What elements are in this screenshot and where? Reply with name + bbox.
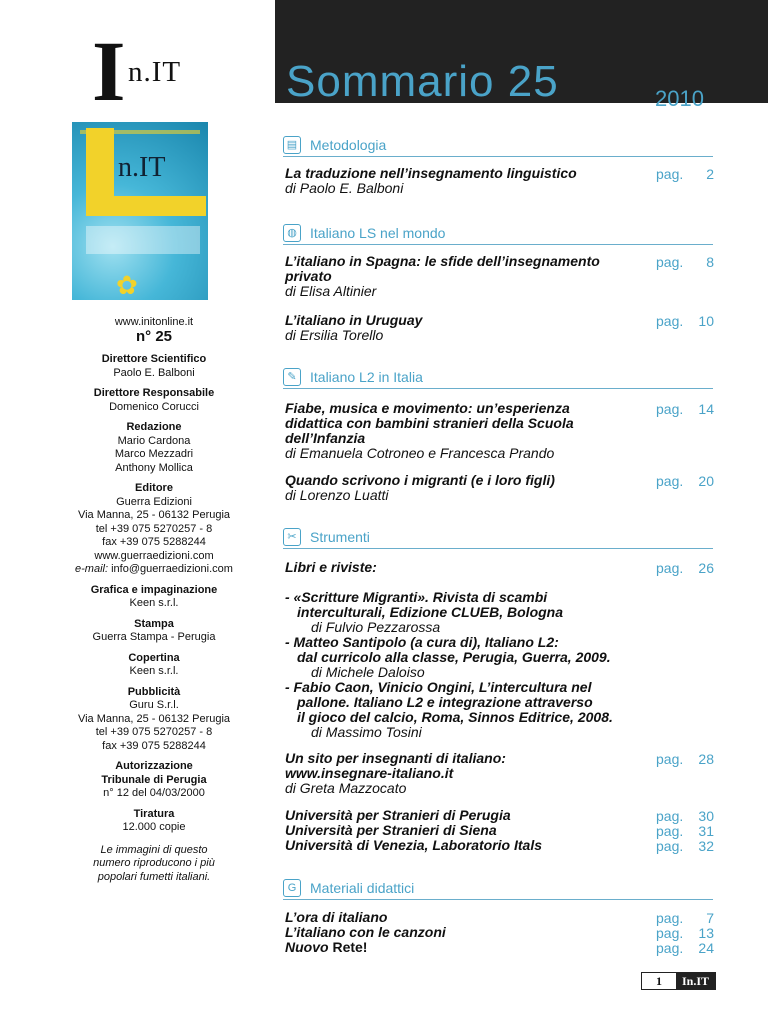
university-item[interactable]: Università per Stranieri di Siena	[285, 822, 497, 838]
masthead-line: Guru S.r.l.	[129, 699, 179, 711]
pag-label: pag.	[656, 838, 684, 854]
university-list	[285, 808, 640, 853]
logo-text: n.IT	[128, 56, 182, 88]
masthead-block	[40, 482, 268, 577]
pag-label: pag.	[656, 560, 684, 576]
page-ref	[656, 254, 714, 270]
entry-author: di Ersilia Torello	[285, 327, 384, 343]
toc-entry[interactable]	[285, 473, 640, 503]
book-line: - Matteo Santipolo (a cura di), Italiano L2:	[285, 634, 559, 650]
pag-label: pag.	[656, 254, 684, 270]
material-item[interactable]: L’italiano con le canzoni	[285, 924, 446, 940]
page-number: 20	[698, 473, 714, 489]
note-line: numero riproducono i più	[93, 857, 215, 869]
issue-number: n° 25	[135, 327, 172, 345]
masthead-line: Domenico Corucci	[109, 400, 199, 413]
masthead-line: Via Manna, 25 - 06132 Perugia	[77, 509, 231, 521]
masthead-label: Tribunale di Perugia	[101, 773, 207, 786]
masthead-label: Editore	[135, 482, 173, 494]
masthead-line: Keen s.r.l.	[129, 665, 179, 677]
masthead-line: n° 12 del 04/03/2000	[103, 787, 205, 799]
page-number: 28	[698, 751, 714, 767]
university-item[interactable]: Università di Venezia, Laboratorio Itals	[285, 837, 542, 853]
masthead-label: Copertina	[128, 651, 180, 664]
masthead-label: Stampa	[134, 617, 174, 630]
page-ref	[656, 823, 714, 839]
entry-title: L’italiano in Spagna: le sfide dell’insegnamento	[285, 253, 600, 269]
cover-image	[72, 122, 208, 300]
masthead-line: fax +39 075 5288244	[102, 536, 206, 548]
entry-title: Libri e riviste:	[285, 559, 377, 575]
toc-entry[interactable]	[285, 560, 640, 575]
page-ref	[656, 838, 714, 854]
pag-label: pag.	[656, 751, 684, 767]
entry-author: di Elisa Altinier	[285, 283, 377, 299]
page-ref	[656, 940, 714, 956]
cover-flower-icon: ✿	[116, 270, 138, 300]
page-ref	[656, 910, 714, 926]
logo-initial: I	[92, 23, 126, 119]
masthead-line: Paolo E. Balboni	[113, 366, 195, 379]
entry-title: www.insegnare-italiano.it	[285, 765, 454, 781]
section-materiali	[283, 879, 713, 900]
entry-title: Quando scrivono i migranti (e i loro figli)	[285, 472, 555, 488]
book-line: - Fabio Caon, Vinicio Ongini, L’intercultura nel	[285, 679, 592, 695]
email-link[interactable]: info@guerraedizioni.com	[111, 563, 233, 575]
cover-title: n.IT	[118, 152, 166, 183]
toc-entry[interactable]	[285, 751, 640, 796]
entry-title: Un sito per insegnanti di italiano:	[285, 750, 506, 766]
cover-letter-l-base	[86, 196, 206, 216]
page-number: 7	[706, 910, 714, 926]
entry-title: privato	[285, 268, 332, 284]
masthead-label: Direttore Scientifico	[101, 353, 207, 365]
material-name-italic: Nuovo	[285, 939, 329, 955]
entry-title: La traduzione nell’insegnamento linguistico	[285, 165, 577, 181]
toc-entry[interactable]	[285, 166, 640, 196]
book-line: dal curricolo alla classe, Perugia, Guerra, 2009.	[297, 649, 611, 665]
entry-title: didattica con bambini stranieri della Scuola	[285, 415, 574, 431]
page-number: 13	[698, 925, 714, 941]
masthead-block	[40, 353, 268, 380]
masthead-block	[40, 387, 268, 414]
entry-author: di Emanuela Cotroneo e Francesca Prando	[285, 445, 555, 461]
entry-author: di Paolo E. Balboni	[285, 180, 404, 196]
masthead-line: Mario Cardona	[117, 434, 191, 447]
pag-label: pag.	[656, 925, 684, 941]
section-strumenti	[283, 528, 713, 549]
note-line: popolari fumetti italiani.	[97, 870, 211, 883]
masthead-line: fax +39 075 5288244	[102, 739, 206, 752]
masthead-block	[40, 421, 268, 475]
page-number: 24	[698, 940, 714, 956]
cover-note	[40, 844, 268, 885]
section-label: Metodologia	[310, 137, 387, 153]
pag-label: pag.	[656, 808, 684, 824]
page-ref	[656, 560, 714, 576]
page-footer	[641, 972, 716, 990]
book-icon: ▤	[283, 136, 301, 154]
page-ref	[656, 751, 714, 767]
book-author: di Michele Daloiso	[311, 664, 425, 680]
page-number: 14	[698, 401, 714, 417]
page-number: 31	[698, 823, 714, 839]
masthead-label: Autorizzazione	[115, 760, 193, 772]
masthead-label: Grafica e impaginazione	[90, 583, 218, 596]
university-item[interactable]: Università per Stranieri di Perugia	[285, 807, 511, 823]
masthead-line: Via Manna, 25 - 06132 Perugia	[77, 712, 231, 725]
entry-title: Fiabe, musica e movimento: un’esperienza	[285, 400, 570, 416]
masthead-line: Guerra Edizioni	[116, 495, 192, 508]
masthead-line: Marco Mezzadri	[114, 448, 194, 460]
book-line: interculturali, Edizione CLUEB, Bologna	[297, 604, 564, 620]
book-author: di Fulvio Pezzarossa	[311, 619, 441, 635]
pag-label: pag.	[656, 940, 684, 956]
toc-entry[interactable]	[285, 254, 640, 299]
g-logo-icon: G	[283, 879, 301, 897]
pag-label: pag.	[656, 910, 684, 926]
masthead-label: Redazione	[126, 421, 182, 433]
toc-entry[interactable]	[285, 401, 640, 461]
pag-label: pag.	[656, 473, 684, 489]
entry-author: di Lorenzo Luatti	[285, 487, 389, 503]
masthead-block	[40, 808, 268, 835]
material-name-rest: Rete!	[328, 939, 368, 955]
website-link[interactable]: www.initonline.it	[114, 316, 194, 328]
page-number: 26	[698, 560, 714, 576]
page-ref	[656, 166, 714, 182]
pag-label: pag.	[656, 313, 684, 329]
email-line	[40, 563, 268, 577]
masthead-block	[40, 760, 268, 801]
page-number: 32	[698, 838, 714, 854]
section-label: Italiano L2 in Italia	[310, 369, 423, 385]
page-ref	[656, 313, 714, 329]
footer-brand: In.IT	[676, 973, 715, 989]
book-list	[285, 590, 665, 740]
tools-icon: ✂	[283, 528, 301, 546]
book-line: - «Scritture Migranti». Rivista di scambi	[285, 589, 548, 605]
masthead-block	[40, 618, 268, 645]
page-number: 30	[698, 808, 714, 824]
year-label: 2010	[655, 86, 704, 111]
masthead-line: Guerra Stampa - Perugia	[92, 631, 216, 643]
masthead-block	[40, 686, 268, 754]
entry-title: dell’Infanzia	[285, 430, 366, 446]
masthead-line: Keen s.r.l.	[129, 597, 179, 609]
masthead-line: 12.000 copie	[122, 821, 186, 833]
page-number: 10	[698, 313, 714, 329]
masthead-block	[40, 652, 268, 679]
page-number: 8	[706, 254, 714, 270]
toc-entry[interactable]	[285, 313, 640, 343]
section-label: Materiali didattici	[310, 880, 415, 896]
material-item[interactable]	[285, 940, 640, 955]
page-ref	[656, 808, 714, 824]
book-line: pallone. Italiano L2 e integrazione attraverso	[297, 694, 593, 710]
section-italia	[283, 368, 713, 389]
section-label: Italiano LS nel mondo	[310, 225, 446, 241]
materials-list	[285, 910, 640, 955]
pag-label: pag.	[656, 401, 684, 417]
section-mondo	[283, 224, 713, 245]
cover-text-box	[86, 226, 200, 254]
page-ref	[656, 473, 714, 489]
masthead	[40, 316, 268, 891]
masthead-label: Direttore Responsabile	[93, 387, 215, 399]
book-item	[285, 635, 665, 680]
pag-label: pag.	[656, 166, 684, 182]
note-line: Le immagini di questo	[100, 843, 208, 856]
masthead-label: Tiratura	[133, 807, 175, 820]
section-label: Strumenti	[310, 529, 370, 545]
masthead-line: Anthony Mollica	[115, 461, 193, 474]
entry-author: di Greta Mazzocato	[285, 780, 407, 796]
publisher-website-link[interactable]: www.guerraedizioni.com	[94, 549, 214, 562]
material-item[interactable]: L’ora di italiano	[285, 909, 388, 925]
page-ref	[656, 925, 714, 941]
book-line: il gioco del calcio, Roma, Sinnos Editrice, 2008.	[297, 709, 613, 725]
masthead-line: tel +39 075 5270257 - 8	[95, 726, 213, 738]
page-number: 2	[706, 166, 714, 182]
masthead-label: Pubblicità	[127, 685, 181, 698]
pag-label: pag.	[656, 823, 684, 839]
email-label: e-mail:	[75, 563, 109, 575]
page-ref	[656, 401, 714, 417]
masthead-block	[40, 584, 268, 611]
book-author: di Massimo Tosini	[311, 724, 422, 740]
globe-icon: ◍	[283, 224, 301, 242]
masthead-line: tel +39 075 5270257 - 8	[95, 522, 213, 535]
page-title: Sommario 25	[286, 57, 559, 106]
map-icon: ✎	[283, 368, 301, 386]
entry-title: L’italiano in Uruguay	[285, 312, 423, 328]
footer-page-number: 1	[656, 974, 662, 988]
section-metodologia	[283, 136, 713, 157]
book-item	[285, 590, 665, 635]
book-item	[285, 680, 665, 740]
